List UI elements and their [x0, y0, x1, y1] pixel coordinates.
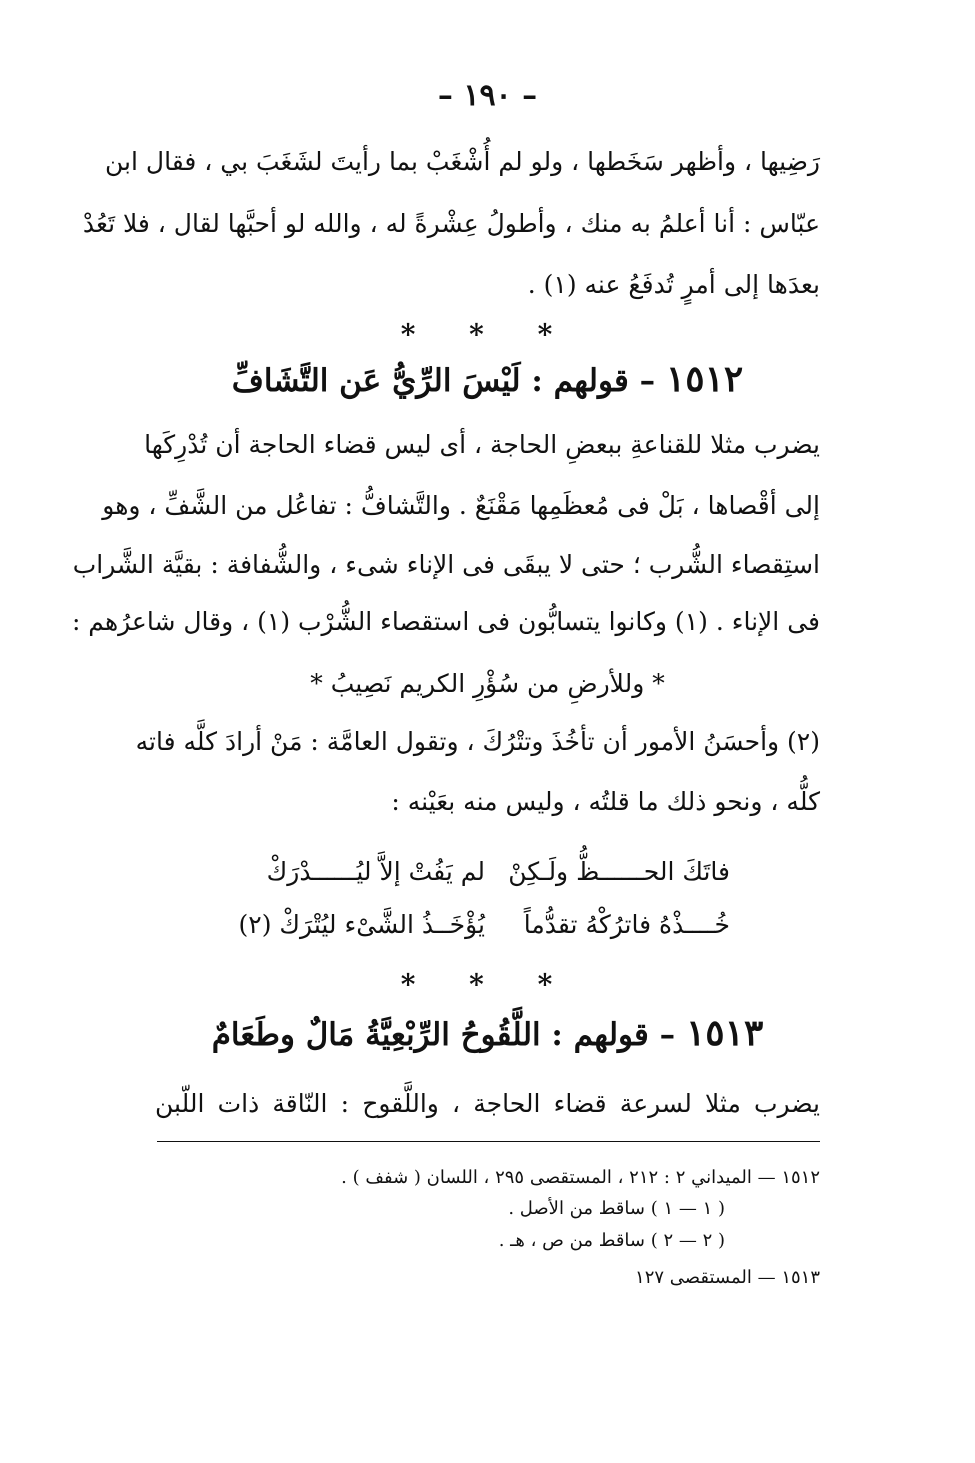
couplet-2-left-hemistich: يُؤْخَــذُ الشَّىْء ليُتْرَكْ (٢): [238, 910, 485, 939]
proverb-1512-heading: [0, 356, 975, 404]
proverb-1512-line-1: يضرب مثلا للقناعةِ ببعضِ الحاجة ، أى ليس قضاء الحاجة أن تُدْرِكَها: [144, 430, 820, 459]
intro-line-2: عبّاس : أنا أعلمُ به منك ، وأطولُ عِشْرةً له ، والله لو أحبَّها لقال ، فلا تَعُدْ: [82, 209, 820, 238]
page-number: – ١٩٠ –: [437, 78, 538, 113]
couplet-2-right-hemistich: خُــــذْهُ فاترُكْهُ تقدُّماً: [523, 910, 730, 939]
section-divider-stars: * * *: [400, 318, 575, 351]
footnote-4: ١٥١٣ — المستقصى ١٢٧: [635, 1267, 820, 1288]
proverb-1513-title: – قولهم : اللَّقُوحُ الرِّبْعِيَّةُ مَالٌ وطَعَامٌ: [211, 1017, 676, 1053]
proverb-1513-number: ١٥١٣: [685, 1012, 764, 1054]
proverb-1512-line-2: إلى أقْصاها ، بَلْ فى مُعظَمِها مَقْنَعٌ . والتَّشافُّ : تفاعُل من الشَّفِّ ، وهو: [102, 491, 820, 520]
proverb-1512-title: – قولهم : لَيْسَ الرِّيُّ عَن التَّشَافِّ: [231, 363, 656, 399]
intro-line-3: بعدَها إلى أمرٍ تُدفَعُ عنه (١) .: [527, 270, 820, 299]
footnote-3: ( ٢ — ٢ ) ساقط من ص ، هـ .: [498, 1230, 725, 1251]
proverb-1512-verse: * وللأرضِ من سُؤْرِ الكريم نَصِيبُ *: [310, 669, 665, 698]
couplet-1-right-hemistich: فاتَكَ الحــــــظُّ ولَـكِنْ: [508, 857, 730, 886]
proverb-1512-after-line-1: (٢) وأحسَنُ الأمور أن تأخُذَ وتتْرُكَ ، وتقول العامَّة : مَنْ أرادَ كلَّه فاته: [135, 727, 820, 756]
section-divider-stars-2: * * *: [400, 968, 575, 1001]
footnote-2: ( ١ — ١ ) ساقط من الأصل .: [508, 1198, 725, 1219]
proverb-1513-heading: [0, 1010, 975, 1058]
proverb-1512-after-line-2: كلُّه ، ونحو ذلك ما قلتُه ، وليس منه بعَيْنه :: [391, 787, 820, 816]
intro-line-1: رَضِيها ، وأظهر سَخَطها ، ولو لم أُشْغَبْ بما رأيتَ لشَغَبَ بي ، فقال ابن: [105, 147, 820, 176]
proverb-1512-line-4: فى الإناء . (١) وكانوا يتسابُّون فى استقصاء الشُّرْب (١) ، وقال شاعرُهم :: [71, 607, 820, 636]
proverb-1513-line-1: يضرب مثلا لسرعة قضاء الحاجة ، واللَّقوح : النّاقة ذات اللّبن: [155, 1089, 820, 1118]
couplet-1-left-hemistich: لم يَفُتْ إلاَّ ليُــــــدْرَكْ: [266, 857, 485, 886]
proverb-1512-line-3: استِقصاء الشُّرب ؛ حتى لا يبقَى فى الإناء شىء ، والشُّفافة : بقيَّة الشَّراب: [72, 550, 820, 579]
footnote-separator: [157, 1141, 820, 1142]
footnote-1: ١٥١٢ — الميداني ٢ : ٢١٢ ، المستقصى ٢٩٥ ، اللسان ( شفف ) .: [341, 1167, 820, 1188]
proverb-1512-number: ١٥١٢: [665, 358, 744, 400]
